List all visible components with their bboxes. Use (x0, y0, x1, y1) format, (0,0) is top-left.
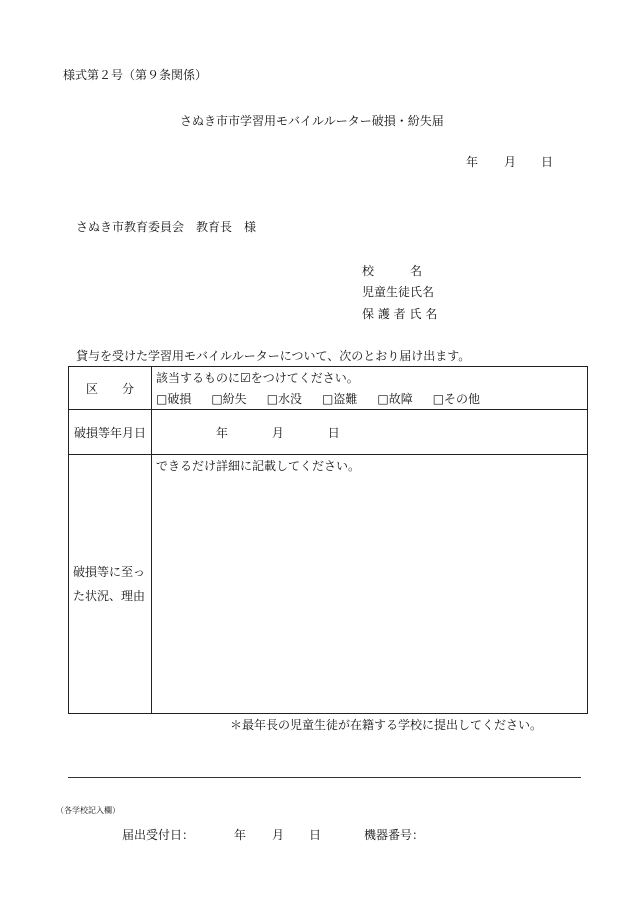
date-year: 年 (466, 155, 479, 169)
form-number: 様式第２号（第９条関係） (63, 68, 208, 82)
date-month: 月 (504, 155, 517, 169)
guardian-name-label: 保 護 者 氏 名 (362, 307, 438, 321)
situation-field[interactable] (152, 455, 588, 714)
received-date-label: 届出受付日： (122, 828, 195, 842)
damage-year: 年 (216, 425, 229, 440)
student-name-label: 児童生徒氏名 (362, 285, 435, 299)
damage-month: 月 (271, 425, 284, 440)
addressee: さぬき市教育委員会 教育長 様 (76, 220, 257, 234)
intro-text: 貸与を受けた学習用モバイルルーターについて、次のとおり届け出ます。 (76, 349, 471, 363)
option-theft[interactable]: □盗難 (322, 392, 358, 406)
option-other[interactable]: □その他 (432, 392, 481, 406)
option-damage[interactable]: □破損 (156, 392, 192, 406)
received-month: 月 (272, 828, 285, 842)
option-loss[interactable]: □紛失 (211, 392, 247, 406)
option-failure[interactable]: □故障 (377, 392, 413, 406)
report-table (68, 366, 588, 714)
damage-day: 日 (327, 425, 340, 440)
school-section-heading: （各学校記入欄） (56, 806, 120, 815)
damage-date-label: 破損等年月日 (69, 410, 152, 455)
situation-label: 破損等に至った状況、理由 (69, 455, 152, 714)
school-name-label: 校 名 (362, 264, 423, 278)
situation-instruction: できるだけ詳細に記載してください。 (156, 459, 361, 473)
category-label: 区 分 (69, 367, 152, 410)
received-year: 年 (234, 828, 247, 842)
device-number-label: 機器番号： (364, 828, 425, 842)
option-water[interactable]: □水没 (266, 392, 303, 406)
category-instruction: 該当するものに☑をつけてください。 (156, 371, 359, 385)
date-day: 日 (541, 155, 554, 169)
form-title: さぬき市市学習用モバイルルーター破損・紛失届 (180, 114, 444, 128)
received-day: 日 (309, 828, 322, 842)
submission-note: ＊最年長の児童生徒が在籍する学校に提出してください。 (230, 718, 543, 732)
damage-date-field[interactable] (152, 410, 588, 455)
divider (68, 777, 581, 778)
